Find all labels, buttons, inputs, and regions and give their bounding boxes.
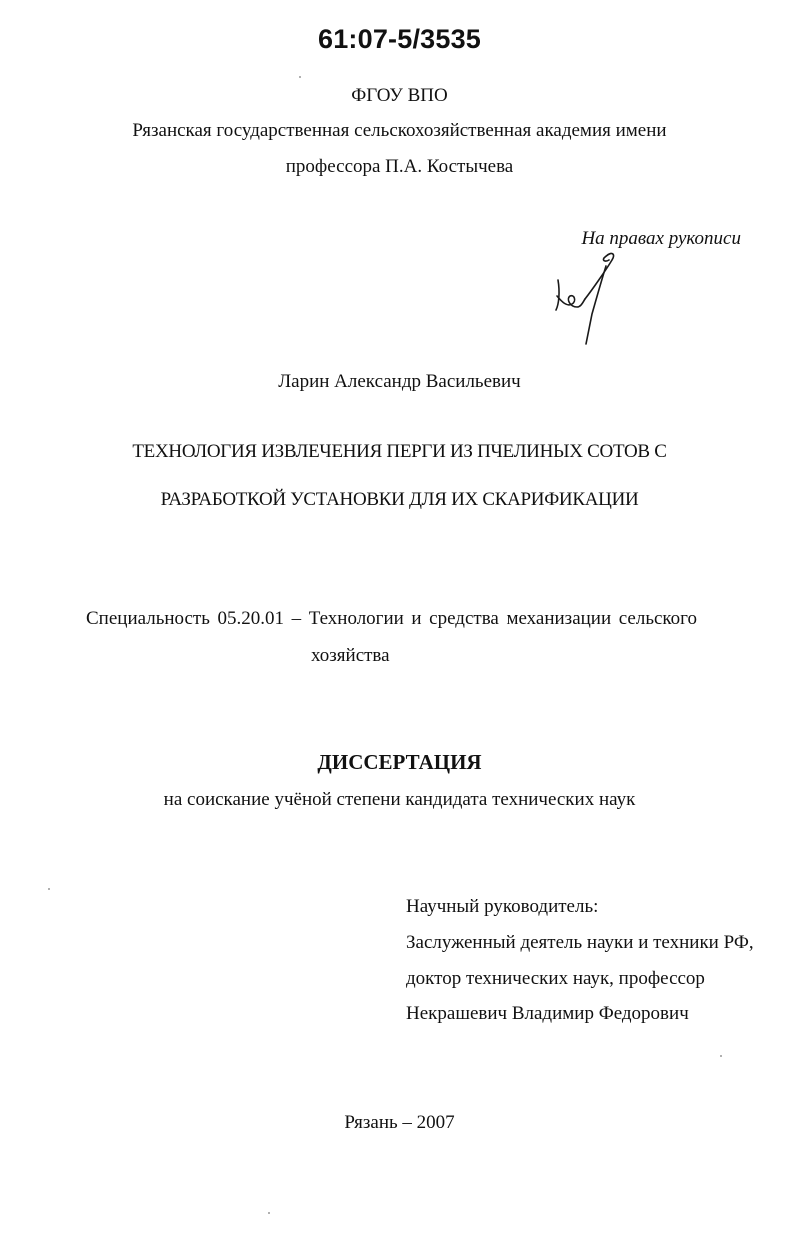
handwritten-signature [548,252,618,347]
degree-line: на соискание учёной степени кандидата технических наук [163,789,636,810]
scan-speck [720,1055,722,1057]
place-year: Рязань – 2007 [344,1112,455,1133]
scan-speck [268,1212,270,1214]
specialty-line2: хозяйства [311,645,390,666]
thesis-title-line2: РАЗРАБОТКОЙ УСТАНОВКИ ДЛЯ ИХ СКАРИФИКАЦИИ [160,489,639,510]
scan-speck [299,76,301,78]
thesis-title-line1: ТЕХНОЛОГИЯ ИЗВЛЕЧЕНИЯ ПЕРГИ ИЗ ПЧЕЛИНЫХ СОТОВ С [132,441,667,462]
supervisor-heading: Научный руководитель: [406,896,599,917]
scan-speck [48,888,50,890]
manuscript-note: На правах рукописи [581,228,741,249]
organization-full-name-line2: профессора П.А. Костычева [285,156,514,177]
organization-full-name-line1: Рязанская государственная сельскохозяйственная академия имени [132,120,667,141]
archive-code: 61:07-5/3535 [317,24,482,54]
specialty-line1: Специальность 05.20.01 – Технологии и средства механизации сельского [86,608,697,629]
supervisor-title: Заслуженный деятель науки и техники РФ, [406,932,754,953]
supervisor-name: Некрашевич Владимир Федорович [406,1003,689,1024]
author-name: Ларин Александр Васильевич [278,371,521,392]
document-type: ДИССЕРТАЦИЯ [317,750,482,774]
organization-short-name: ФГОУ ВПО [351,85,448,106]
supervisor-degree: доктор технических наук, профессор [406,968,705,989]
